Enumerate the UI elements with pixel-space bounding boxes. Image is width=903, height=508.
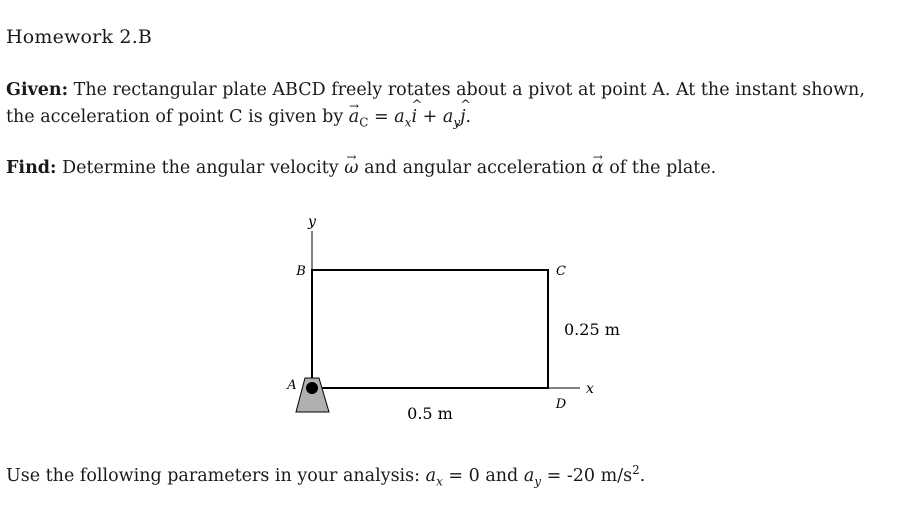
point-c-label: C <box>556 264 566 279</box>
ay-symbol: a <box>523 465 535 486</box>
point-d-label: D <box>555 397 567 412</box>
given-text: The rectangular plate ABCD freely rotates about a pivot at point A. At the instant shown, <box>73 80 865 100</box>
plate-abcd <box>312 270 548 388</box>
ax-coef-subscript: x <box>404 115 412 130</box>
accel-vector-subscript: C <box>359 115 369 130</box>
find-label: Find: <box>6 158 57 178</box>
omega-vector-symbol: → ω <box>344 155 358 182</box>
find-text-1: Determine the angular velocity <box>62 158 339 178</box>
given-label: Given: <box>6 80 69 100</box>
height-dimension-label: 0.25 m <box>564 320 620 339</box>
ay-coef-subscript: y <box>453 115 461 130</box>
width-dimension-label: 0.5 m <box>407 404 453 423</box>
plus-sign: + <box>422 107 438 127</box>
i-hat-symbol: ^ i <box>411 104 417 131</box>
pivot-pin <box>306 382 318 394</box>
parameters-paragraph <box>6 457 901 495</box>
point-a-label: A <box>287 378 297 393</box>
ay-subscript: y <box>534 474 542 489</box>
given-line2-text: the acceleration of point C is given by <box>6 107 344 127</box>
find-text-2: and angular acceleration <box>364 158 587 178</box>
ax-coef: a <box>394 107 405 127</box>
ay-value: = -20 m/s <box>546 465 633 486</box>
ay-coef: a <box>442 107 454 127</box>
ax-symbol: a <box>425 465 437 486</box>
ax-value: = 0 and <box>448 465 519 486</box>
y-axis-label: y <box>308 214 316 230</box>
ax-subscript: x <box>436 474 443 489</box>
given-period: . <box>465 107 472 127</box>
j-hat-symbol: ^ j <box>460 104 465 131</box>
params-text: Use the following parameters in your analysis: <box>6 465 421 486</box>
alpha-vector-symbol: → α <box>592 155 604 182</box>
equals-sign: = <box>373 107 389 127</box>
point-b-label: B <box>296 264 306 279</box>
document-title: Homework 2.B <box>6 26 153 48</box>
find-text-3: of the plate. <box>609 158 717 178</box>
x-axis-label: x <box>586 381 594 397</box>
ay-unit-exponent: 2 <box>632 463 640 477</box>
params-period: . <box>639 465 646 486</box>
accel-vector-symbol: → a <box>349 104 359 131</box>
